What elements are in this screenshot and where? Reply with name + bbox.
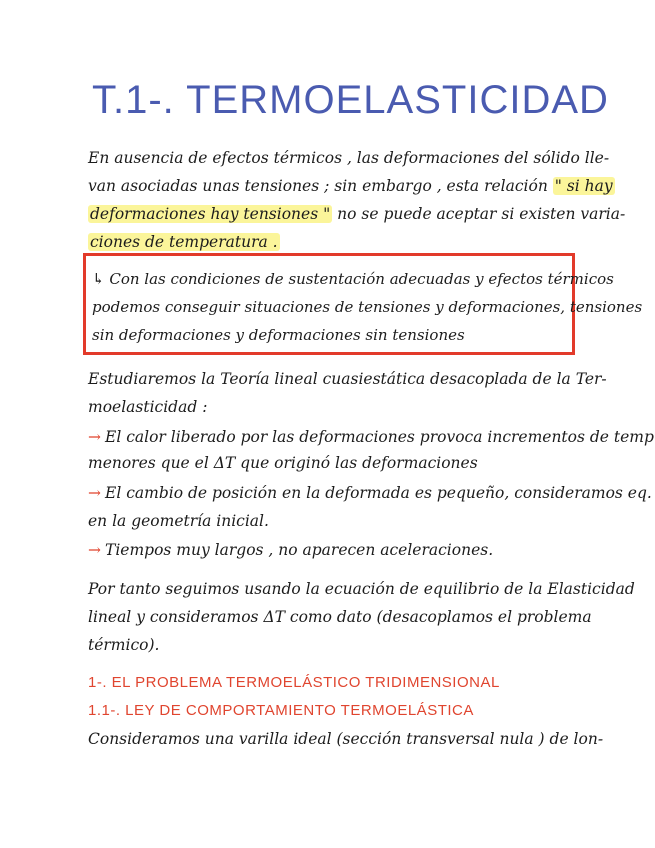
study-line-2: moelasticidad : — [88, 398, 208, 416]
red-arrow-icon: → — [88, 484, 101, 502]
bullet-1-line-2: menores que el ΔT que originó las deformaciones — [88, 454, 478, 472]
bullet-3-line-1 — [88, 537, 493, 563]
red-arrow-icon: → — [88, 541, 101, 559]
red-arrow-icon: → — [88, 428, 101, 446]
conclusion-line-1: Por tanto seguimos usando la ecuación de equilibrio de la Elasticidad — [88, 580, 635, 598]
note-line-2: podemos conseguir situaciones de tensiones y deformaciones, tensiones — [92, 298, 643, 316]
highlight-quote-start: " si hay — [554, 177, 613, 195]
bullet-2-line-2: en la geometría inicial. — [88, 512, 269, 530]
conclusion-line-3: térmico). — [88, 636, 160, 654]
intro-line-4 — [88, 229, 280, 255]
bullet-2-line-1 — [88, 480, 652, 506]
note-line-1: ↳ Con las condiciones de sustentación adecuadas y efectos térmicos — [92, 270, 614, 288]
page-title: T.1-. TERMOELASTICIDAD — [92, 78, 609, 122]
intro-line-3 — [88, 201, 625, 227]
intro-line-2 — [88, 173, 615, 199]
highlight-quote-end: deformaciones hay tensiones " — [90, 205, 331, 223]
section-heading-1-1: 1.1-. LEY DE COMPORTAMIENTO TERMOELÁSTICA — [88, 702, 474, 719]
study-line-1: Estudiaremos la Teoría lineal cuasiestática desacoplada de la Ter- — [88, 370, 607, 388]
intro-line-1: En ausencia de efectos térmicos , las deformaciones del sólido lle- — [88, 149, 610, 167]
final-line: Consideramos una varilla ideal (sección transversal nula ) de lon- — [88, 730, 604, 748]
note-line-3: sin deformaciones y deformaciones sin tensiones — [92, 326, 465, 344]
section-heading-1: 1-. EL PROBLEMA TERMOELÁSTICO TRIDIMENSIONAL — [88, 674, 500, 691]
bullet-1-text: El calor liberado por las deformaciones provoca incrementos de temp — [105, 428, 654, 446]
bullet-1-line-1 — [88, 424, 654, 450]
conclusion-line-2: lineal y consideramos ΔT como dato (desacoplamos el problema — [88, 608, 592, 626]
bullet-2-text: El cambio de posición en la deformada es pequeño, consideramos eq. — [105, 484, 652, 502]
highlight-temperature: ciones de temperatura . — [90, 233, 278, 251]
intro-line-3-text: no se puede aceptar si existen varia- — [332, 205, 626, 223]
bullet-3-text: Tiempos muy largos , no aparecen aceleraciones. — [105, 541, 494, 559]
intro-line-2-text: van asociadas unas tensiones ; sin embargo , esta relación — [88, 177, 553, 195]
